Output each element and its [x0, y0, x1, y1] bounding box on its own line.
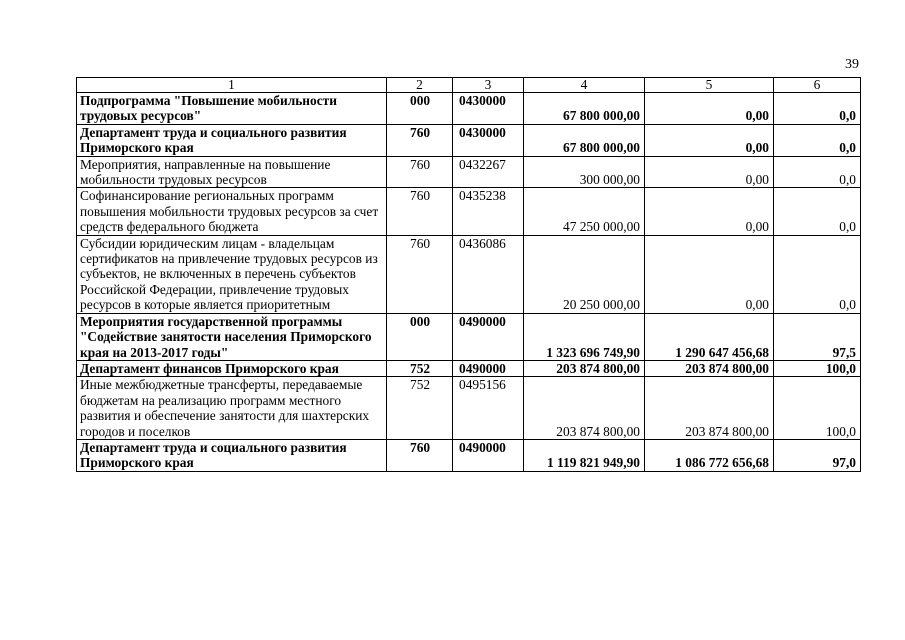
row-fact-amount: 1 290 647 456,68 — [645, 313, 774, 360]
row-name: Департамент финансов Приморского края — [77, 360, 387, 376]
table-row — [77, 93, 861, 125]
row-grbs-code: 760 — [387, 235, 453, 313]
row-plan-amount: 67 800 000,00 — [524, 93, 645, 125]
row-grbs-code: 752 — [387, 360, 453, 376]
row-percent: 0,0 — [774, 93, 861, 125]
row-name: Подпрограмма "Повышение мобильности трудовых ресурсов" — [77, 93, 387, 125]
column-header-3: 3 — [453, 78, 524, 93]
row-grbs-code: 760 — [387, 439, 453, 471]
row-percent: 97,0 — [774, 439, 861, 471]
row-grbs-code: 000 — [387, 313, 453, 360]
row-fact-amount: 0,00 — [645, 124, 774, 156]
row-fact-amount: 203 874 800,00 — [645, 377, 774, 440]
table-row — [77, 188, 861, 235]
row-name: Департамент труда и социального развития Приморского края — [77, 439, 387, 471]
table-header-row — [77, 78, 861, 93]
row-grbs-code: 000 — [387, 93, 453, 125]
row-fact-amount: 203 874 800,00 — [645, 360, 774, 376]
page-number: 39 — [845, 57, 859, 72]
row-target-code: 0490000 — [453, 439, 524, 471]
table-row — [77, 377, 861, 440]
column-header-4: 4 — [524, 78, 645, 93]
budget-table — [76, 77, 861, 472]
column-header-1: 1 — [77, 78, 387, 93]
row-plan-amount: 1 119 821 949,90 — [524, 439, 645, 471]
row-fact-amount: 0,00 — [645, 188, 774, 235]
table-row — [77, 439, 861, 471]
row-name: Мероприятия, направленные на повышение мобильности трудовых ресурсов — [77, 156, 387, 188]
row-percent: 0,0 — [774, 156, 861, 188]
row-grbs-code: 760 — [387, 188, 453, 235]
row-target-code: 0432267 — [453, 156, 524, 188]
table-row — [77, 156, 861, 188]
row-name: Субсидии юридическим лицам - владельцам сертификатов на привлечение трудовых ресурсов из субъектов, не включенных в перечень субъектов Российской Федерации, привлечение трудовых ресурсов в которые является приоритетным — [77, 235, 387, 313]
row-target-code: 0495156 — [453, 377, 524, 440]
row-plan-amount: 47 250 000,00 — [524, 188, 645, 235]
row-target-code: 0436086 — [453, 235, 524, 313]
row-target-code: 0430000 — [453, 124, 524, 156]
row-plan-amount: 300 000,00 — [524, 156, 645, 188]
column-header-6: 6 — [774, 78, 861, 93]
table-row — [77, 313, 861, 360]
row-plan-amount: 1 323 696 749,90 — [524, 313, 645, 360]
table-row — [77, 235, 861, 313]
row-grbs-code: 760 — [387, 156, 453, 188]
row-fact-amount: 1 086 772 656,68 — [645, 439, 774, 471]
row-percent: 0,0 — [774, 235, 861, 313]
column-header-2: 2 — [387, 78, 453, 93]
row-fact-amount: 0,00 — [645, 235, 774, 313]
row-plan-amount: 67 800 000,00 — [524, 124, 645, 156]
row-plan-amount: 203 874 800,00 — [524, 377, 645, 440]
row-target-code: 0490000 — [453, 360, 524, 376]
column-header-5: 5 — [645, 78, 774, 93]
row-grbs-code: 752 — [387, 377, 453, 440]
row-name: Иные межбюджетные трансферты, передаваемые бюджетам на реализацию программ местного развития и обеспечение занятости для шахтерских городов и поселков — [77, 377, 387, 440]
row-target-code: 0490000 — [453, 313, 524, 360]
row-percent: 0,0 — [774, 124, 861, 156]
row-percent: 100,0 — [774, 360, 861, 376]
row-target-code: 0430000 — [453, 93, 524, 125]
row-percent: 100,0 — [774, 377, 861, 440]
table-row — [77, 360, 861, 376]
row-plan-amount: 20 250 000,00 — [524, 235, 645, 313]
row-percent: 0,0 — [774, 188, 861, 235]
table-row — [77, 124, 861, 156]
row-target-code: 0435238 — [453, 188, 524, 235]
row-fact-amount: 0,00 — [645, 93, 774, 125]
row-name: Департамент труда и социального развития Приморского края — [77, 124, 387, 156]
row-name: Мероприятия государственной программы "Содействие занятости населения Приморского края на 2013-2017 годы" — [77, 313, 387, 360]
row-plan-amount: 203 874 800,00 — [524, 360, 645, 376]
row-percent: 97,5 — [774, 313, 861, 360]
row-name: Софинансирование региональных программ повышения мобильности трудовых ресурсов за счет средств федерального бюджета — [77, 188, 387, 235]
row-fact-amount: 0,00 — [645, 156, 774, 188]
row-grbs-code: 760 — [387, 124, 453, 156]
